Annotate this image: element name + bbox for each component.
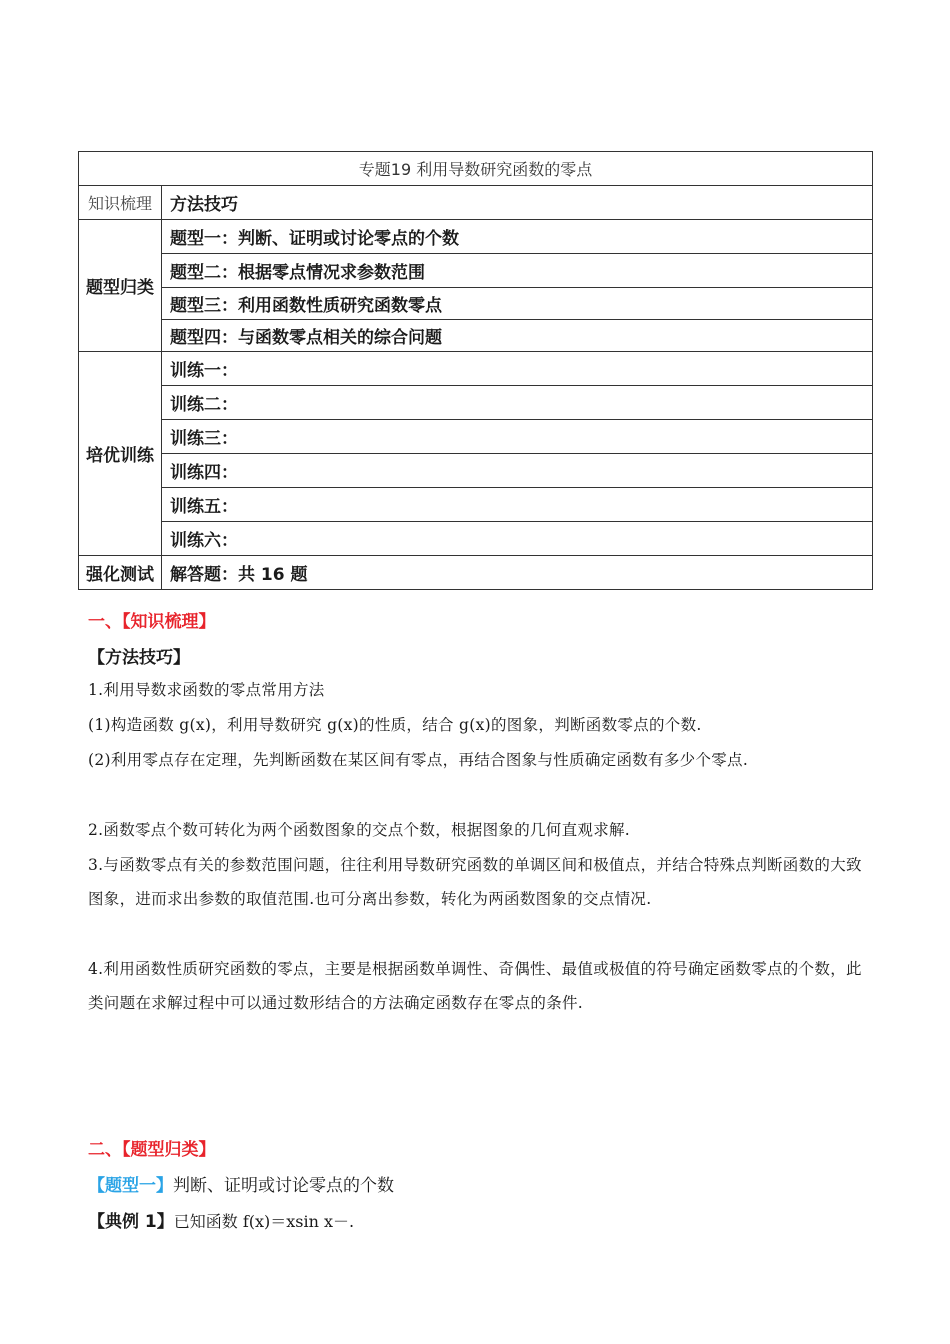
type-item: 题型一：判断、证明或讨论零点的个数 xyxy=(162,220,873,254)
knowledge-label: 知识梳理 xyxy=(79,186,162,220)
section1-title: 【知识梳理】 xyxy=(122,612,216,632)
types-label: 题型归类 xyxy=(79,220,162,352)
paragraph: (1)构造函数 g(x)，利用导数研究 g(x)的性质，结合 g(x)的图象，判断函数零点的个数. xyxy=(88,716,702,734)
section2-prefix: 二、 xyxy=(88,1140,122,1160)
section1-heading xyxy=(88,607,216,632)
section2-heading xyxy=(88,1135,216,1160)
paragraph: 3.与函数零点有关的参数范围问题，往往利用导数研究函数的单调区间和极值点，并结合特殊点判断函数的大致图象，进而求出参数的取值范围.也可分离出参数，转化为两函数图象的交点情况. xyxy=(88,856,862,908)
paragraph: 2.函数零点个数可转化为两个函数图象的交点个数，根据图象的几何直观求解. xyxy=(88,821,631,839)
example-text: 已知函数 f(x)＝xsin x－. xyxy=(173,1212,355,1231)
paragraph: 1.利用导数求函数的零点常用方法 xyxy=(88,681,325,699)
training-item: 训练二： xyxy=(162,386,873,420)
paragraph: 4.利用函数性质研究函数的零点，主要是根据函数单调性、奇偶性、最值或极值的符号确定函数零点的个数，此类问题在求解过程中可以通过数形结合的方法确定函数存在零点的条件. xyxy=(88,960,862,1012)
training-item: 训练六： xyxy=(162,522,873,556)
example1 xyxy=(88,1207,354,1232)
methods-subheading: 【方法技巧】 xyxy=(88,648,190,668)
type1-tag: 【题型一】 xyxy=(88,1176,173,1196)
training-item: 训练一： xyxy=(162,352,873,386)
training-item: 训练三： xyxy=(162,420,873,454)
training-item: 训练五： xyxy=(162,488,873,522)
section1-prefix: 一、 xyxy=(88,612,122,632)
example-tag: 【典例 1】 xyxy=(88,1212,174,1232)
type1-heading xyxy=(88,1171,394,1196)
type-item: 题型二：根据零点情况求参数范围 xyxy=(162,254,873,288)
training-label: 培优训练 xyxy=(79,352,162,556)
knowledge-item: 方法技巧 xyxy=(162,186,873,220)
test-item: 解答题：共 16 题 xyxy=(162,556,873,590)
type-item: 题型四：与函数零点相关的综合问题 xyxy=(162,320,873,352)
type-item: 题型三：利用函数性质研究函数零点 xyxy=(162,288,873,320)
section2-title: 【题型归类】 xyxy=(122,1140,216,1160)
paragraph: (2)利用零点存在定理，先判断函数在某区间有零点，再结合图象与性质确定函数有多少个零点. xyxy=(88,751,749,769)
training-item: 训练四： xyxy=(162,454,873,488)
type1-text: 判断、证明或讨论零点的个数 xyxy=(173,1176,394,1196)
table-title: 专题19 利用导数研究函数的零点 xyxy=(79,152,873,186)
contents-table xyxy=(78,151,873,590)
test-label: 强化测试 xyxy=(79,556,162,590)
